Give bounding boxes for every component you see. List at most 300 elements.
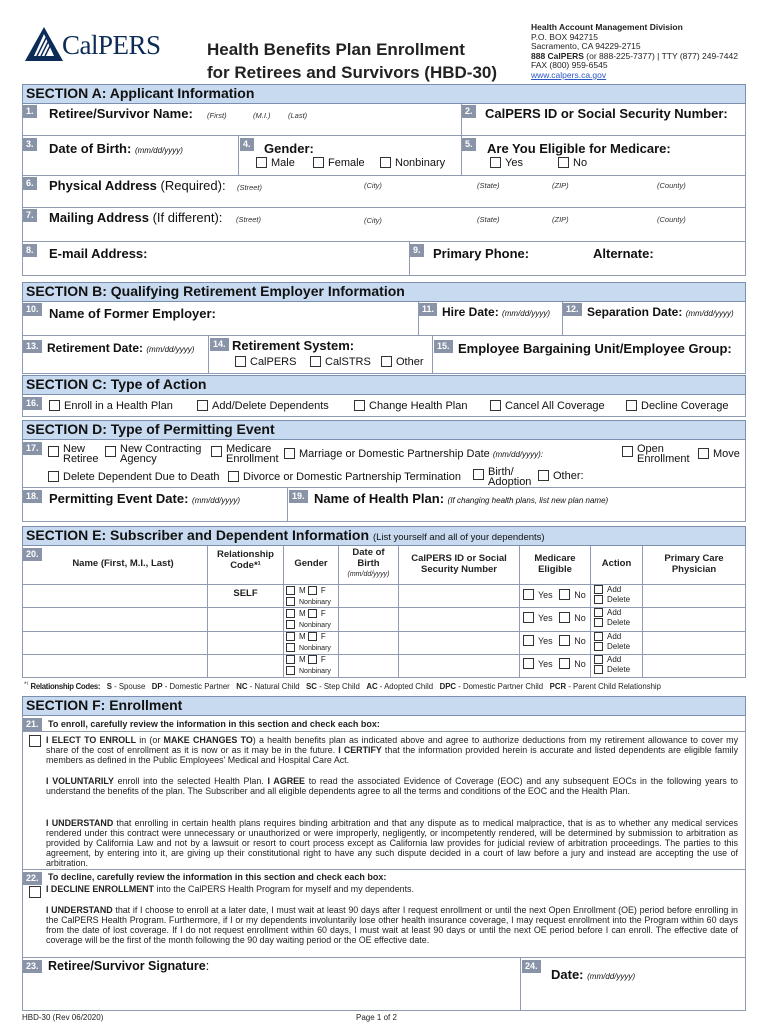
action-decline-label: Decline Coverage	[641, 400, 729, 412]
field-num-4: 4.	[240, 138, 254, 151]
event-medicare-checkbox[interactable]	[211, 446, 222, 457]
medicare-no-option[interactable]	[558, 157, 587, 169]
codes-label: Relationship Codes:	[30, 682, 101, 691]
event-new-retiree-line1: New	[63, 443, 86, 455]
hint-city-2: (City)	[364, 216, 382, 225]
code-ac-desc: - Adopted Child	[377, 682, 434, 691]
medicare-yes-checkbox[interactable]	[490, 157, 501, 168]
col-medicare	[520, 554, 590, 575]
event-move-label: Move	[713, 448, 740, 460]
event-medicare-option[interactable]	[211, 444, 279, 464]
event-oe-line2: Enrollment	[637, 453, 690, 465]
field-num-16: 16.	[23, 397, 42, 410]
action-cancel-label: Cancel All Coverage	[505, 400, 605, 412]
gender-nb-2	[286, 620, 331, 629]
row3-action	[594, 632, 630, 652]
row2-m-label: M	[299, 609, 306, 618]
calpers-id-input[interactable]	[462, 120, 745, 135]
event-death-option[interactable]	[48, 471, 220, 483]
row1-yes-checkbox[interactable]	[523, 589, 534, 600]
field-num-24: 24.	[522, 960, 541, 973]
mailing-address-note: (If different):	[152, 210, 223, 225]
code-sc: SC	[306, 682, 317, 691]
row4-no-checkbox[interactable]	[559, 658, 570, 669]
row4-nb-checkbox[interactable]	[286, 666, 295, 675]
section-f-header: SECTION F: Enrollment	[22, 696, 746, 716]
col-action: Action	[601, 558, 632, 569]
retiree-name-input[interactable]	[23, 120, 460, 135]
hint-last: (Last)	[288, 111, 308, 120]
field-num-21: 21.	[23, 718, 42, 731]
signature-colon: :	[205, 959, 210, 973]
signature-label	[48, 959, 209, 973]
system-calstrs-label: CalSTRS	[325, 356, 371, 368]
retirement-date-input[interactable]	[23, 356, 207, 373]
field-num-1: 1.	[23, 105, 37, 118]
event-death-label: Delete Dependent Due to Death	[63, 471, 220, 483]
p1c: MAKE CHANGES TO	[163, 735, 253, 745]
event-date-hint: (mm/dd/yyyy)	[192, 496, 241, 505]
col-med-line2: Eligible	[538, 563, 572, 575]
signature-label-text: Retiree/Survivor Signature	[48, 959, 206, 973]
website-link[interactable]: www.calpers.ca.gov	[531, 69, 607, 80]
col-rel-line1: Relationship	[216, 549, 274, 560]
p1a: I ELECT TO ENROLL	[46, 735, 136, 745]
action-enroll-label: Enroll in a Health Plan	[64, 400, 173, 412]
phone-rest: (or 888-225-7377) | TTY (877) 249-7442	[583, 50, 738, 61]
system-calpers-option[interactable]	[235, 356, 296, 368]
code-dpc: DPC	[439, 682, 457, 691]
former-employer-input[interactable]	[23, 320, 417, 335]
hint-mi: (M.I.)	[253, 111, 271, 120]
action-decline-option[interactable]	[626, 400, 728, 412]
retirement-date-hint: (mm/dd/yyyy)	[146, 345, 195, 354]
dependent-pcp-input[interactable]	[643, 655, 745, 677]
action-add-delete-option[interactable]	[197, 400, 329, 412]
dependent-relationship-input[interactable]	[208, 608, 282, 630]
p5b: that if I choose to enroll at a later date, I must wait at least 90 days after I request enrollment or until the next Open Enrollment (OE) period before enrolling in the CalPERS Health Program. Furthermore, if I or my dependents involuntarily lose other health insurance coverage, I may request enrollment into the Program within 60 days from the date of lost coverage. If I do not request enrollment within 60 days, I must wait at least 90 days or until the next OE period before I can enroll. The effective date of coverage will be the first of the month following the 90 day waiting period or the OE effective date.	[46, 905, 738, 945]
row2-yes-checkbox[interactable]	[523, 612, 534, 623]
gender-mf-1	[286, 586, 326, 595]
action-enroll-checkbox[interactable]	[49, 400, 60, 411]
col-calpers-id	[399, 554, 519, 575]
hire-date-label	[442, 305, 550, 319]
row4-nb-label: Nonbinary	[299, 668, 331, 675]
event-birth-option[interactable]	[473, 467, 531, 487]
medicare-yes-option[interactable]	[490, 157, 523, 169]
field-num-23: 23.	[23, 960, 42, 973]
dependent-id-input[interactable]	[399, 655, 518, 677]
row2-no-label: No	[574, 613, 586, 623]
field-num-7: 7.	[23, 209, 37, 222]
alternate-phone-input[interactable]	[660, 244, 744, 274]
primary-phone-input[interactable]	[533, 244, 591, 274]
retirement-date-label	[47, 341, 194, 355]
separation-date-hint: (mm/dd/yyyy)	[685, 309, 734, 318]
contact-block	[531, 23, 738, 81]
decline-enroll-checkbox[interactable]	[29, 886, 41, 898]
p3a: I UNDERSTAND	[46, 818, 114, 828]
field-num-22: 22.	[23, 872, 42, 885]
event-new-retiree-label	[63, 444, 98, 464]
row3-nb-label: Nonbinary	[299, 645, 331, 652]
dependent-dob-input[interactable]	[339, 608, 397, 630]
event-marriage-label: Marriage or Domestic Partnership Date	[299, 448, 490, 460]
gender-male-option[interactable]	[256, 157, 295, 169]
gender-nb-1	[286, 597, 331, 606]
col-pcp-line1: Primary Care	[664, 553, 724, 564]
row2-nb-checkbox[interactable]	[286, 620, 295, 629]
row1-add-checkbox[interactable]	[594, 585, 603, 594]
row4-no-label: No	[574, 659, 586, 669]
calpers-logo	[24, 24, 174, 64]
system-calpers-label: CalPERS	[250, 356, 297, 368]
physical-address-input[interactable]	[23, 192, 745, 207]
form-title-line1: Health Benefits Plan Enrollment	[207, 40, 465, 59]
row3-f-label: F	[320, 632, 326, 641]
row3-delete-label: Delete	[607, 642, 631, 651]
dependent-dob-input[interactable]	[339, 655, 397, 677]
code-dp: DP	[151, 682, 163, 691]
system-other-label: Other	[396, 356, 424, 368]
dependent-id-input[interactable]	[399, 608, 518, 630]
row4-delete-checkbox[interactable]	[594, 665, 603, 674]
event-new-agency-option[interactable]	[105, 444, 201, 464]
event-marriage-option[interactable]	[284, 448, 543, 460]
event-other-checkbox[interactable]	[538, 470, 549, 481]
row3-no-checkbox[interactable]	[559, 635, 570, 646]
row3-add-label: Add	[607, 632, 622, 641]
dependent-pcp-input[interactable]	[643, 632, 745, 653]
col-med-line1: Medicare	[534, 553, 576, 564]
arbitration-text	[46, 818, 738, 868]
action-change-plan-option[interactable]	[354, 400, 467, 412]
event-birth-line2: Adoption	[488, 476, 532, 488]
event-other-label: Other:	[553, 470, 584, 482]
p2d: to read the associated Evidence of Coverage (EOC) and any subsequent EOCs in the following years to understand the benefits of the plan. The Subscriber and all eligible dependents agree to all the terms and conditions of the EOC and the Health Plan.	[46, 776, 738, 796]
system-calstrs-checkbox[interactable]	[310, 356, 321, 367]
action-add-delete-checkbox[interactable]	[197, 400, 208, 411]
row4-medicare	[523, 658, 586, 669]
row1-delete-checkbox[interactable]	[594, 595, 603, 604]
event-medicare-label	[226, 444, 279, 464]
event-marriage-hint: (mm/dd/yyyy):	[492, 450, 544, 459]
dependent-relationship-input[interactable]	[208, 655, 282, 677]
separation-date-input[interactable]	[563, 320, 745, 335]
dob-label	[49, 141, 183, 156]
section-d-header: SECTION D: Type of Permitting Event	[22, 420, 746, 440]
dependent-pcp-input[interactable]	[643, 585, 745, 606]
gender-female-checkbox[interactable]	[313, 157, 324, 168]
elect-enroll-checkbox[interactable]	[29, 735, 41, 747]
row2-f-checkbox[interactable]	[308, 609, 317, 618]
row3-yes-label: Yes	[538, 636, 553, 646]
field-num-10: 10.	[23, 303, 42, 316]
date-hint: (mm/dd/yyyy)	[587, 972, 636, 981]
section-e-title: SECTION E: Subscriber and Dependent Information	[26, 527, 370, 543]
section-e-header	[22, 526, 746, 546]
hint-state-2: (State)	[477, 215, 500, 224]
gender-male-label: Male	[271, 157, 295, 169]
action-add-delete-label: Add/Delete Dependents	[212, 400, 329, 412]
section-e-note: (List yourself and all of your dependents)	[372, 532, 545, 543]
p5a: I UNDERSTAND	[46, 905, 113, 915]
form-id: HBD-30 (Rev 06/2020)	[22, 1013, 104, 1022]
gender-female-option[interactable]	[313, 157, 365, 169]
p2b: enroll into the selected Health Plan.	[113, 776, 268, 786]
gender-nonbinary-option[interactable]	[380, 157, 445, 169]
row3-m-checkbox[interactable]	[286, 632, 295, 641]
mailing-address-text: Mailing Address	[49, 210, 149, 225]
system-other-checkbox[interactable]	[381, 356, 392, 367]
action-cancel-checkbox[interactable]	[490, 400, 501, 411]
row4-f-label: F	[320, 655, 326, 664]
field-num-5: 5.	[462, 138, 476, 151]
row1-action	[594, 585, 630, 605]
event-new-agency-checkbox[interactable]	[105, 446, 116, 457]
action-change-plan-checkbox[interactable]	[354, 400, 365, 411]
row3-yes-checkbox[interactable]	[523, 635, 534, 646]
event-divorce-label: Divorce or Domestic Partnership Termination	[243, 471, 462, 483]
col-dob	[339, 548, 398, 581]
event-marriage-checkbox[interactable]	[284, 448, 295, 459]
event-birth-line1: Birth/	[488, 466, 514, 478]
physical-address-req: (Required):	[160, 178, 226, 193]
row2-delete-checkbox[interactable]	[594, 618, 603, 627]
p2c: I AGREE	[267, 776, 305, 786]
row1-f-checkbox[interactable]	[308, 586, 317, 595]
row3-add-checkbox[interactable]	[594, 632, 603, 641]
event-birth-label	[488, 467, 531, 487]
section-c-header: SECTION C: Type of Action	[22, 375, 746, 395]
medicare-eligible-label: Are You Eligible for Medicare:	[487, 141, 671, 156]
calpers-logo-mark-icon	[24, 26, 64, 62]
code-ac: AC	[366, 682, 378, 691]
dependent-dob-input[interactable]	[339, 632, 397, 653]
bargaining-unit-input[interactable]	[434, 357, 745, 373]
code-sc-desc: - Step Child	[316, 682, 360, 691]
event-divorce-option[interactable]	[228, 471, 461, 483]
fax-line: FAX (800) 959-6545	[531, 60, 608, 71]
code-nc-desc: - Natural Child	[247, 682, 300, 691]
row3-medicare	[523, 635, 586, 646]
col-id-line2: Security Number	[420, 563, 498, 575]
dependent-name-input[interactable]	[23, 655, 206, 677]
event-move-checkbox[interactable]	[698, 448, 709, 459]
p4a: I DECLINE ENROLLMENT	[46, 884, 154, 894]
health-plan-hint: (If changing health plans, list new plan name)	[447, 496, 609, 505]
division-name: Health Account Management Division	[531, 22, 683, 32]
event-open-enrollment-option[interactable]	[622, 444, 690, 464]
signature-date-input[interactable]	[640, 975, 745, 1010]
row2-delete-label: Delete	[607, 618, 631, 627]
field-num-17: 17.	[23, 442, 42, 455]
row2-nb-label: Nonbinary	[299, 622, 331, 629]
event-new-agency-line2: Agency	[120, 453, 157, 465]
separation-date-text: Separation Date:	[587, 305, 683, 319]
phone-bold: 888 CalPERS	[531, 50, 584, 61]
event-open-enrollment-label	[637, 444, 690, 464]
row4-yes-checkbox[interactable]	[523, 658, 534, 669]
primary-phone-label: Primary Phone:	[433, 246, 530, 261]
section-b-header: SECTION B: Qualifying Retirement Employer Information	[22, 282, 746, 302]
event-date-label	[49, 491, 240, 506]
mailing-address-input[interactable]	[23, 225, 745, 241]
enroll-heading: To enroll, carefully review the information in this section and check each box:	[48, 719, 380, 729]
p1e: I CERTIFY	[338, 745, 382, 755]
p4b: into the CalPERS Health Program for myself and my dependents.	[153, 884, 414, 894]
relationship-codes	[24, 682, 661, 691]
event-date-input[interactable]	[23, 506, 286, 521]
code-pcr-desc: - Parent Child Relationship	[566, 682, 662, 691]
retiree-name-label: Retiree/Survivor Name:	[49, 106, 193, 121]
email-label: E-mail Address:	[49, 246, 148, 261]
field-num-14: 14.	[210, 338, 229, 351]
dependent-id-input[interactable]	[399, 585, 518, 606]
action-cancel-option[interactable]	[490, 400, 605, 412]
row1-m-checkbox[interactable]	[286, 586, 295, 595]
physical-address-label	[49, 178, 226, 193]
event-death-checkbox[interactable]	[48, 471, 59, 482]
p1f: that the information provided herein is accurate and listed dependents are eligible family members as defined in the Public Employees' Medical and Hospital Care Act.	[46, 745, 739, 765]
code-dpc-desc: - Domestic Partner Child	[456, 682, 544, 691]
field-num-8: 8.	[23, 244, 37, 257]
event-oe-line1: Open	[637, 443, 664, 455]
row4-add-checkbox[interactable]	[594, 655, 603, 664]
field-num-6: 6.	[23, 177, 37, 190]
row2-action	[594, 608, 630, 628]
address-line2: Sacramento, CA 94229-2715	[531, 41, 641, 52]
dependent-relationship-input[interactable]	[208, 632, 282, 653]
event-medicare-line2: Enrollment	[226, 453, 279, 465]
event-new-retiree-option[interactable]	[48, 444, 98, 464]
system-other-option[interactable]	[381, 356, 424, 368]
form-title	[207, 38, 497, 84]
row4-m-checkbox[interactable]	[286, 655, 295, 664]
event-move-option[interactable]	[698, 448, 740, 460]
row3-nb-checkbox[interactable]	[286, 643, 295, 652]
col-pcp-line2: Physician	[671, 563, 717, 575]
p3b: that enrolling in certain health plans requires binding arbitration and that any dispute as to medical malpractice, that is as to whether any medical services rendered under this contract were unnecessary or unauthorized or were improperly, negligently, or incompetently rendered, will be determined by submission to arbitration as provided by California Law and not by a lawsuit or resort to court process except as California law provides for judicial review of arbitration proceedings. The parties to this agreement, by entering into it, are giving up their constitutional right to have any such dispute decided in a court of law before a jury and instead are accepting the use of arbitration.	[46, 818, 738, 868]
hint-city-1: (City)	[364, 181, 382, 190]
dob-input[interactable]	[23, 156, 237, 174]
row2-medicare	[523, 612, 586, 623]
dependent-name-input[interactable]	[23, 632, 206, 653]
medicare-no-label: No	[573, 157, 588, 169]
row4-yes-label: Yes	[538, 659, 553, 669]
elect-enroll-text	[46, 735, 738, 765]
health-plan-input[interactable]	[289, 506, 745, 521]
col-relationship	[208, 550, 283, 571]
mailing-address-label	[49, 210, 222, 225]
system-calstrs-option[interactable]	[310, 356, 371, 368]
hint-street-2: (Street)	[236, 215, 262, 224]
email-input[interactable]	[150, 244, 408, 274]
hint-street-1: (Street)	[237, 183, 263, 192]
self-label: SELF	[233, 588, 258, 599]
code-nc: NC	[236, 682, 248, 691]
gender-mf-2	[286, 609, 326, 618]
col-gender: Gender	[294, 558, 328, 569]
gender-male-checkbox[interactable]	[256, 157, 267, 168]
event-other-option[interactable]	[538, 470, 584, 482]
row1-add-label: Add	[607, 585, 622, 594]
row1-no-checkbox[interactable]	[559, 589, 570, 600]
row1-no-label: No	[574, 590, 586, 600]
row1-f-label: F	[320, 586, 326, 595]
medicare-yes-label: Yes	[505, 157, 523, 169]
dependent-name-input[interactable]	[23, 608, 206, 630]
event-new-retiree-checkbox[interactable]	[48, 446, 59, 457]
event-new-retiree-line2: Retiree	[63, 453, 99, 465]
event-new-agency-line1: New Contracting	[120, 443, 202, 455]
gender-nonbinary-checkbox[interactable]	[380, 157, 391, 168]
system-calpers-checkbox[interactable]	[235, 356, 246, 367]
decline-heading: To decline, carefully review the information in this section and check each box:	[48, 872, 387, 882]
retirement-date-text: Retirement Date:	[47, 341, 144, 355]
dependent-name-input[interactable]	[23, 585, 206, 606]
health-plan-text: Name of Health Plan:	[314, 491, 445, 506]
action-enroll-option[interactable]	[49, 400, 173, 412]
row1-nb-checkbox[interactable]	[286, 597, 295, 606]
code-s-desc: - Spouse	[111, 682, 146, 691]
col-primary-care	[643, 554, 745, 575]
p2a: I VOLUNTARILY	[46, 776, 114, 786]
event-open-enrollment-checkbox[interactable]	[622, 446, 633, 457]
gender-mf-3	[286, 632, 326, 641]
hire-date-input[interactable]	[419, 320, 561, 335]
col-dob-line3: (mm/dd/yyyy)	[347, 571, 390, 578]
row3-no-label: No	[574, 636, 586, 646]
gender-nb-3	[286, 643, 331, 652]
dependent-dob-input[interactable]	[339, 585, 397, 606]
signature-input[interactable]	[23, 975, 519, 1010]
event-divorce-checkbox[interactable]	[228, 471, 239, 482]
row1-yes-label: Yes	[538, 590, 553, 600]
row1-medicare	[523, 589, 586, 600]
row2-add-checkbox[interactable]	[594, 608, 603, 617]
action-decline-checkbox[interactable]	[626, 400, 637, 411]
dependent-id-input[interactable]	[399, 632, 518, 653]
hire-date-hint: (mm/dd/yyyy)	[502, 309, 551, 318]
hint-zip-1: (ZIP)	[552, 181, 569, 190]
event-birth-checkbox[interactable]	[473, 469, 484, 480]
row1-nb-label: Nonbinary	[299, 599, 331, 606]
alternate-phone-label: Alternate:	[593, 246, 654, 261]
row3-delete-checkbox[interactable]	[594, 642, 603, 651]
row3-f-checkbox[interactable]	[308, 632, 317, 641]
date-label	[551, 967, 635, 982]
understand-wait-text	[46, 905, 738, 945]
gender-female-label: Female	[328, 157, 365, 169]
row3-m-label: M	[299, 632, 306, 641]
medicare-no-checkbox[interactable]	[558, 157, 569, 168]
field-num-3: 3.	[23, 138, 37, 151]
row2-add-label: Add	[607, 608, 622, 617]
separation-date-label	[587, 305, 734, 319]
logo-text: CalPERS	[62, 30, 161, 60]
gender-mf-4	[286, 655, 326, 664]
field-num-11: 11.	[419, 303, 437, 316]
dependent-pcp-input[interactable]	[643, 608, 745, 630]
col-dob-line2: Birth	[357, 557, 380, 569]
row2-no-checkbox[interactable]	[559, 612, 570, 623]
row4-f-checkbox[interactable]	[308, 655, 317, 664]
calpers-id-label: CalPERS ID or Social Security Number:	[485, 106, 728, 121]
row2-yes-label: Yes	[538, 613, 553, 623]
row2-m-checkbox[interactable]	[286, 609, 295, 618]
col-id-line1: CalPERS ID or Social	[411, 553, 507, 564]
